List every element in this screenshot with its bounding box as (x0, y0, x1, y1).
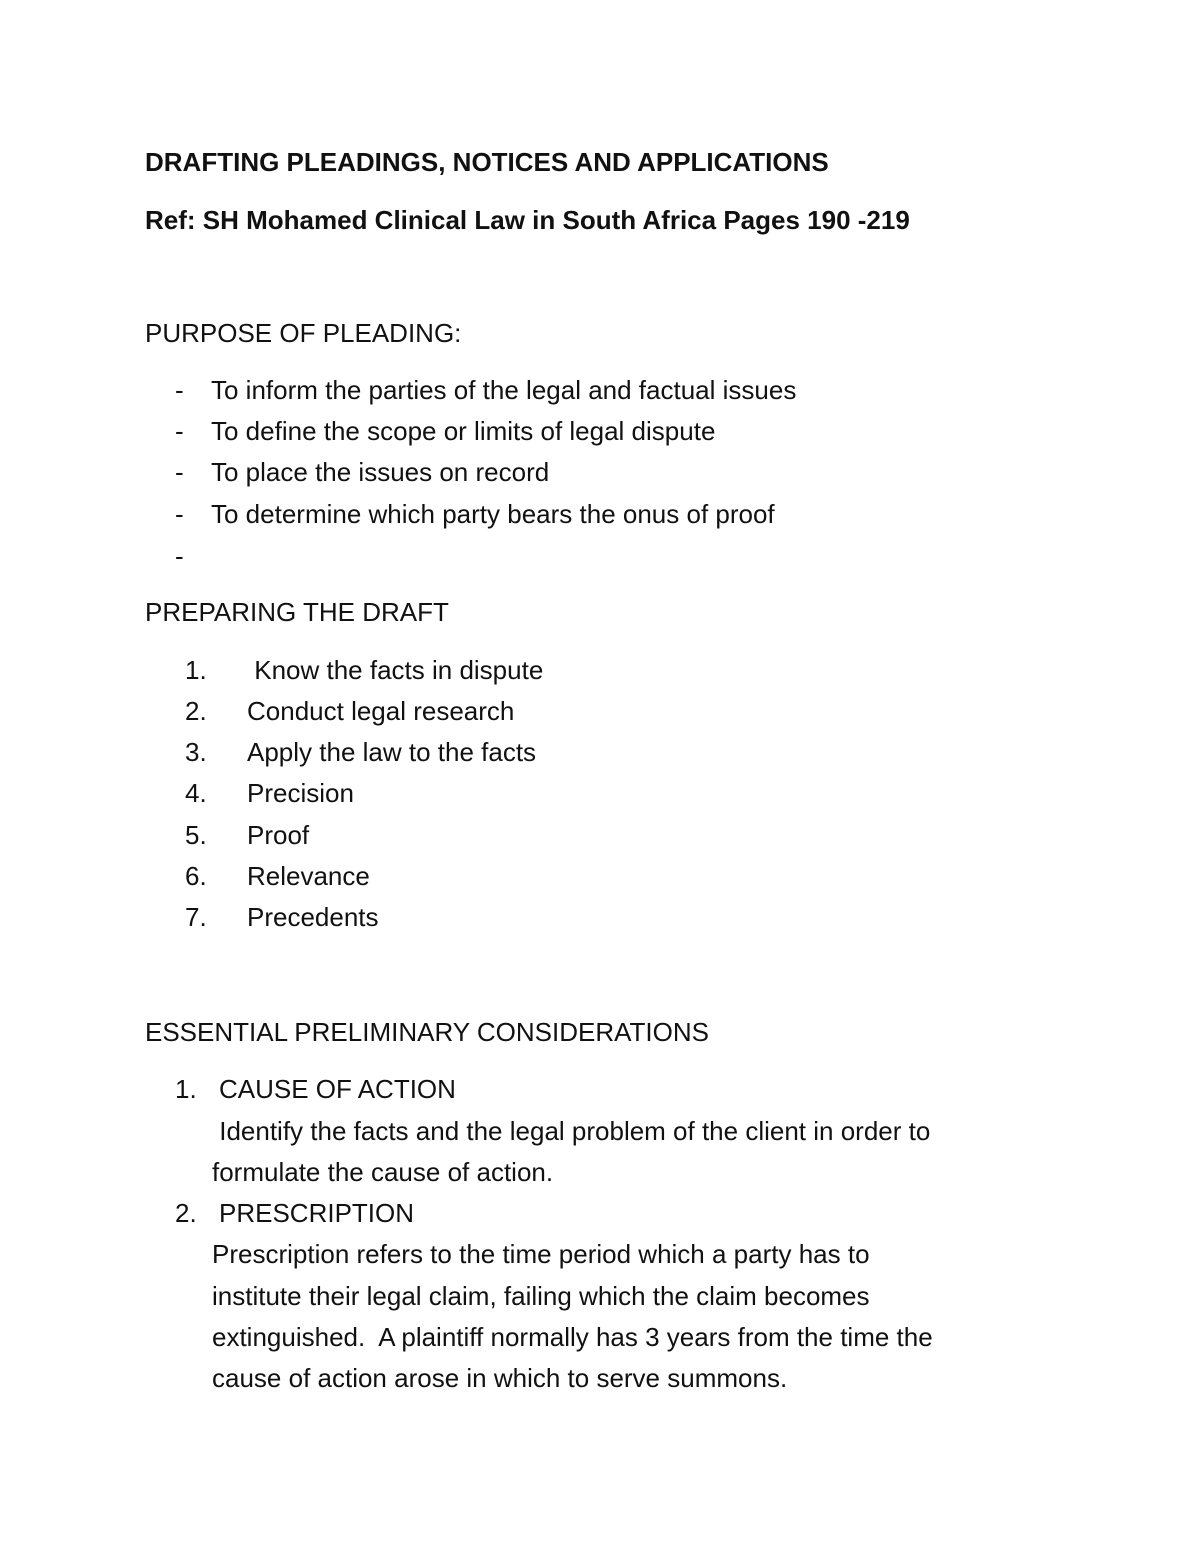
list-item-title: PRESCRIPTION (219, 1198, 415, 1228)
list-item-text: To place the issues on record (211, 457, 550, 487)
essential-heading: ESSENTIAL PRELIMINARY CONSIDERATIONS (145, 1017, 709, 1047)
list-item-text: institute their legal claim, failing which the claim becomes (212, 1281, 870, 1311)
list-number: 4. (185, 778, 207, 808)
list-item-text: Know the facts in dispute (247, 655, 544, 685)
list-item-text: Relevance (247, 861, 370, 891)
list-item-text: To determine which party bears the onus of proof (211, 499, 775, 529)
list-item-text: To inform the parties of the legal and factual issues (211, 375, 797, 405)
list-item-text: extinguished. A plaintiff normally has 3 years from the time the (212, 1322, 933, 1352)
list-item-text: Identify the facts and the legal problem of the client in order to (212, 1116, 931, 1146)
list-number: 2. (185, 696, 207, 726)
bullet-dash: - (175, 541, 184, 571)
list-item-text: formulate the cause of action. (212, 1157, 554, 1187)
bullet-dash: - (175, 499, 184, 529)
list-number: 2. (175, 1198, 197, 1228)
list-item-text: Precision (247, 778, 354, 808)
list-item-text: Proof (247, 820, 310, 850)
list-item-text: Precedents (247, 902, 379, 932)
bullet-dash: - (175, 416, 184, 446)
list-item-text: cause of action arose in which to serve summons. (212, 1363, 788, 1393)
list-number: 7. (185, 902, 207, 932)
list-item-text: Apply the law to the facts (247, 737, 537, 767)
document-title: DRAFTING PLEADINGS, NOTICES AND APPLICATIONS (145, 147, 829, 177)
purpose-heading: PURPOSE OF PLEADING: (145, 318, 462, 348)
list-number: 1. (175, 1074, 197, 1104)
bullet-dash: - (175, 375, 184, 405)
list-item-text: Prescription refers to the time period which a party has to (212, 1239, 870, 1269)
preparing-heading: PREPARING THE DRAFT (145, 597, 449, 627)
list-item-text: Conduct legal research (247, 696, 515, 726)
list-item-title: CAUSE OF ACTION (219, 1074, 456, 1104)
list-number: 6. (185, 861, 207, 891)
list-number: 5. (185, 820, 207, 850)
list-number: 1. (185, 655, 207, 685)
list-number: 3. (185, 737, 207, 767)
reference-line: Ref: SH Mohamed Clinical Law in South Africa Pages 190 -219 (145, 205, 910, 235)
list-item-text: To define the scope or limits of legal dispute (211, 416, 716, 446)
bullet-dash: - (175, 457, 184, 487)
